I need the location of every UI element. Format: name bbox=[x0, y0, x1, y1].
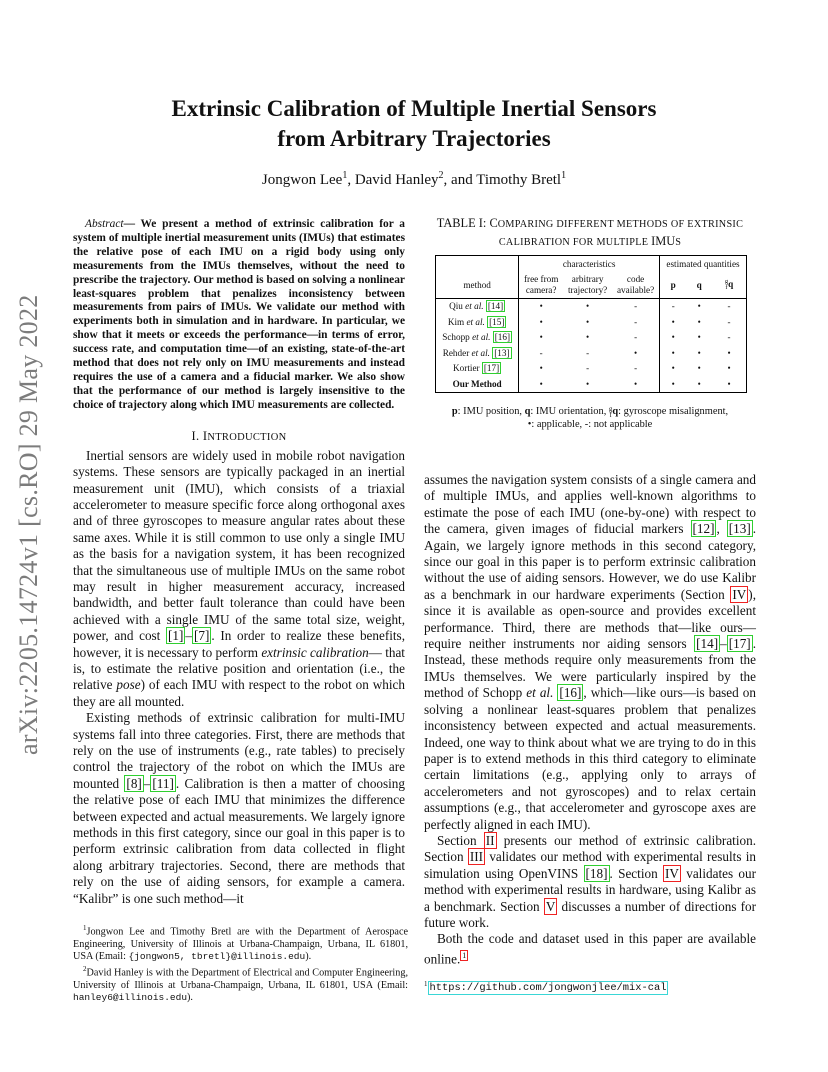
table-cell: • bbox=[671, 347, 675, 358]
text-run: presents our method of extrinsic calibration. Section bbox=[424, 832, 756, 865]
method-name: Schopp bbox=[442, 332, 473, 343]
section-title-rest: NTRODUCTION bbox=[207, 431, 287, 443]
text-run: – bbox=[185, 628, 192, 644]
emphasis-text: et al. bbox=[526, 685, 554, 701]
table-cell: • bbox=[539, 301, 543, 312]
citation-link[interactable]: [11] bbox=[152, 775, 174, 791]
section-link[interactable]: IV bbox=[732, 586, 747, 602]
author-name: Jongwon Lee bbox=[261, 172, 343, 188]
table-cell: • bbox=[697, 332, 701, 343]
table-cell: - bbox=[586, 363, 590, 374]
table-corner bbox=[436, 256, 519, 273]
citation-link[interactable]: [1] bbox=[168, 628, 184, 644]
header-symbol: q bbox=[728, 279, 734, 290]
code-url-link[interactable]: https://github.com/jongwonjlee/mix-cal bbox=[429, 982, 667, 995]
text-run: Inertial sensors are widely used in mobile robot navigation systems. These sensors are typically packaged in an inertial measurement unit (IMU), which consists of a triaxial accelerometer to measure specific force along orthogonal axes and of three gyroscopes to measure angular rates about these same axes. While it is still common to use only a single IMU as the basis for a navigation system, it has been recognized that the simultaneous use of multiple IMUs on the same robot may result in higher measurement accuracy, increased bandwidth, and better fault tolerance than could have been achieved with a single IMU of the same total size, weight, power, and cost bbox=[73, 447, 405, 644]
text-run: ) of each IMU with respect to the robot on which they are all mounted. bbox=[73, 677, 405, 709]
citation-link[interactable]: [15] bbox=[489, 316, 505, 327]
comparison-table bbox=[435, 255, 747, 393]
text-run: OMPARING DIFFERENT METHODS OF EXTRINSIC CALIBRATION FOR MULTIPLE bbox=[497, 219, 744, 248]
header-line: code bbox=[626, 274, 645, 284]
table-row bbox=[436, 330, 747, 346]
group-header-estimated: estimated quantities bbox=[660, 256, 747, 273]
method-cell bbox=[436, 361, 519, 377]
table-cell: • bbox=[539, 363, 543, 374]
citation-link[interactable]: [13] bbox=[728, 521, 751, 537]
method-etal: et al. bbox=[466, 316, 485, 327]
table-cell: • bbox=[539, 316, 543, 327]
text-run: , bbox=[716, 521, 727, 537]
abstract bbox=[73, 218, 405, 413]
superscript: g bbox=[608, 404, 613, 413]
abstract-dash: — bbox=[123, 218, 141, 230]
section-link[interactable]: IV bbox=[665, 865, 679, 881]
affiliation-mark: 2 bbox=[438, 170, 444, 181]
subscript: f bbox=[725, 284, 728, 291]
footnote-mark: 2 bbox=[83, 965, 87, 974]
author-footnotes bbox=[73, 922, 408, 1005]
text-run: assumes the navigation system consists of a single camera and of multiple IMUs, and applies well-known algorithms to estimate the pose of each IMU (one-by-one) with respect to the camera, given images of fiducial markers bbox=[424, 472, 756, 537]
legend-line bbox=[424, 405, 756, 418]
table-row bbox=[436, 346, 747, 362]
text-run: : IMU position, bbox=[457, 406, 525, 417]
author-separator: , and bbox=[443, 172, 477, 188]
text-run: . Instead, these methods require only measurements from the IMUs themselves. We were particularly inspired by the method of Schopp bbox=[424, 636, 756, 701]
table-cell: - bbox=[671, 301, 675, 312]
table-cell: - bbox=[612, 299, 659, 315]
table-cell: • bbox=[697, 316, 701, 327]
method-name: Kortier bbox=[453, 363, 482, 374]
header-line: trajectory? bbox=[567, 285, 608, 295]
header-line: free from bbox=[523, 274, 559, 284]
table-cell: • bbox=[697, 347, 701, 358]
left-column bbox=[73, 218, 405, 907]
method-cell bbox=[436, 299, 519, 315]
table-cell: • bbox=[586, 301, 590, 312]
table-row bbox=[436, 361, 747, 377]
column-header-p: p bbox=[660, 272, 687, 299]
table-row bbox=[436, 315, 747, 331]
table-cell: • bbox=[712, 346, 746, 362]
body-paragraph bbox=[424, 472, 756, 833]
subscript: f bbox=[609, 410, 612, 419]
section-link[interactable]: II bbox=[485, 832, 495, 848]
column-header-arbitrary-trajectory bbox=[563, 272, 612, 299]
citation-link[interactable]: [8] bbox=[126, 775, 142, 791]
header-line: available? bbox=[616, 285, 655, 295]
text-run: . Calibration is then a matter of choosing the relative pose of each IMU that minimizes the difference between expected and actual measurements. We largely ignore methods in this first category, since our goal in this paper is to perform extrinsic calibration from data collected in flight along arbitrary trajectories. Second, there are methods that rely on the use of aiding sensors, for example a camera. “Kalibr” is one such method—it bbox=[73, 775, 405, 906]
citation-link[interactable]: [18] bbox=[585, 865, 608, 881]
table-cell: • bbox=[671, 316, 675, 327]
table-cell: • bbox=[563, 377, 612, 393]
intro-paragraph bbox=[73, 710, 405, 907]
text-run: Both the code and dataset used in this paper are available online. bbox=[424, 931, 756, 967]
table-cell: • bbox=[671, 363, 675, 374]
text-run: ). bbox=[305, 950, 312, 962]
email-text: hanley6@illinois.edu bbox=[73, 992, 188, 1004]
table-cell: - bbox=[612, 330, 659, 346]
citation-link[interactable]: [17] bbox=[728, 636, 751, 652]
table-cell: • bbox=[697, 363, 701, 374]
citation-link[interactable]: [7] bbox=[193, 628, 210, 644]
affiliation-mark: 1 bbox=[561, 170, 567, 181]
text-run: — that is, to estimate the relative position and orientation (i.e., the relative bbox=[73, 644, 405, 693]
section-number: I. bbox=[191, 428, 203, 443]
url-footnote bbox=[424, 980, 668, 994]
section-link[interactable]: V bbox=[545, 898, 556, 914]
legend-symbol: p bbox=[451, 406, 458, 417]
table-cell: • bbox=[586, 332, 590, 343]
text-run: Section bbox=[437, 832, 484, 848]
section-title-initial: I bbox=[202, 428, 208, 443]
table-cell: • bbox=[586, 316, 590, 327]
method-etal: et al. bbox=[472, 332, 491, 343]
paper-title bbox=[0, 94, 828, 154]
text-run: ), since it is available as open-source and provides excellent performance. Third, there are methods that—like ours— require neither instruments nor aiding sensors bbox=[424, 586, 756, 652]
column-header-q: q bbox=[686, 272, 712, 299]
emphasis-text: pose bbox=[116, 677, 141, 693]
method-etal: et al. bbox=[471, 347, 490, 358]
email-text: {jongwon5, tbretl}@illinois.edu bbox=[128, 950, 306, 962]
footnote bbox=[73, 963, 408, 1004]
text-run: Existing methods of extrinsic calibration for multi-IMU systems fall into three categories. First, there are methods that rely on the use of instruments (e.g., rate tables) to precisely control the trajectory of the robot on which the IMUs are mounted bbox=[73, 710, 405, 791]
text-run: – bbox=[143, 775, 151, 791]
table-cell: - bbox=[539, 347, 543, 358]
emphasis-text: extrinsic calibration bbox=[261, 644, 369, 660]
method-cell bbox=[436, 315, 519, 331]
table-cell: • bbox=[612, 346, 659, 362]
table-cell: - bbox=[586, 347, 590, 358]
group-header-characteristics: characteristics bbox=[519, 256, 660, 273]
method-cell bbox=[436, 330, 519, 346]
table-cell: • bbox=[671, 332, 675, 343]
table-cell: • bbox=[712, 377, 746, 393]
table-cell: • bbox=[712, 361, 746, 377]
text-run: Jongwon Lee and Timothy Bretl are with the Department of Aerospace Engineering, University of Illinois at Urbana-Champaign, Urbana, IL 61801, USA (Email: bbox=[73, 926, 408, 962]
table-cell: • bbox=[697, 301, 701, 312]
text-run: ). bbox=[187, 992, 193, 1004]
footnote-mark: 1 bbox=[83, 924, 87, 932]
text-run: : gyroscope misalignment, bbox=[618, 406, 729, 417]
citation-link[interactable]: [14] bbox=[696, 636, 719, 652]
abstract-text: We present a method of extrinsic calibration for a system of multiple inertial measurement units (IMUs) that estimates the relative pose of each IMU on a rigid body using only measurements from the IMUs themselves, without the need to prescribe the trajectory. Our method is based on solving a nonlinear least-squares problem that penalizes inconsistency between measurements from pairs of IMUs. We validate our method with experiments both in simulation and in hardware. In particular, we show that it meets or exceeds the performance—in terms of error, success rate, and computation time—of an existing, state-of-the-art method that does not rely only on IMU measurements and instead requires the use of a camera and a fiducial marker. We also show that the performance of our method is largely insensitive to the choice of trajectory along which IMU measurements are collected. bbox=[73, 218, 405, 411]
text-run: IMU bbox=[651, 234, 676, 248]
table-caption bbox=[424, 215, 756, 251]
table-legend bbox=[424, 405, 756, 431]
table-cell: • bbox=[686, 377, 712, 393]
text-run: – bbox=[720, 636, 727, 652]
citation-link[interactable]: [16] bbox=[494, 332, 511, 343]
header-line: camera? bbox=[525, 285, 557, 295]
citation-link[interactable]: [17] bbox=[483, 363, 500, 374]
table-cell: - bbox=[712, 330, 746, 346]
text-run: discusses a number of directions for future work. bbox=[424, 898, 756, 930]
method-name: Kim bbox=[447, 316, 467, 327]
text-run: . Again, we largely ignore methods in this second category, since our goal in this paper is to perform extrinsic calibration without the use of aiding sensors. However, we do use Kalibr as a benchmark in our hardware experiments (Section bbox=[424, 521, 757, 602]
footnote bbox=[73, 922, 408, 963]
table-row bbox=[436, 299, 747, 315]
legend-symbol: q bbox=[524, 406, 531, 417]
table-cell: - bbox=[712, 299, 746, 315]
method-etal: et al. bbox=[465, 301, 484, 312]
column-header-gq bbox=[712, 272, 746, 299]
column-header-code-available bbox=[612, 272, 659, 299]
table-cell: • bbox=[612, 377, 659, 393]
text-run: David Hanley is with the Department of Electrical and Computer Engineering, University of Illinois at Urbana-Champaign, Urbana, IL 61801, USA (Email: bbox=[73, 967, 408, 991]
body-paragraph bbox=[424, 833, 756, 931]
table-cell: • bbox=[519, 377, 563, 393]
citation-link[interactable]: [12] bbox=[692, 521, 715, 537]
method-name: Rehder bbox=[442, 347, 472, 358]
text-run: validates our method with experimental results in simulation using OpenVINS bbox=[424, 849, 756, 881]
section-heading-introduction bbox=[73, 429, 405, 444]
intro-paragraph bbox=[73, 448, 405, 711]
table-row-ours-method: Our Method bbox=[436, 377, 519, 393]
text-run: . In order to realize these benefits, however, it is necessary to perform bbox=[73, 628, 405, 660]
text-run: TABLE I: C bbox=[436, 216, 498, 230]
citation-link[interactable]: [14] bbox=[487, 301, 504, 312]
citation-link[interactable]: [13] bbox=[494, 347, 510, 358]
table-cell: - bbox=[612, 361, 659, 377]
table-cell: • bbox=[660, 377, 687, 393]
table-cell: - bbox=[612, 315, 659, 331]
text-run: : IMU orientation, bbox=[530, 406, 609, 417]
author-name: Timothy Bretl bbox=[476, 172, 562, 188]
superscript: g bbox=[724, 278, 729, 285]
author-separator: , bbox=[347, 172, 355, 188]
column-header-method: method bbox=[436, 272, 519, 299]
text-run: . Section bbox=[609, 865, 663, 881]
legend-symbol: q bbox=[612, 406, 619, 417]
arxiv-identifier: arXiv:2205.14724v1 [cs.RO] 29 May 2022 bbox=[14, 294, 43, 755]
author-name: David Hanley bbox=[354, 172, 439, 188]
title-line-2: from Arbitrary Trajectories bbox=[277, 126, 551, 151]
body-paragraph bbox=[424, 931, 756, 967]
table-cell: • bbox=[539, 332, 543, 343]
footnote-link[interactable]: 1 bbox=[462, 950, 467, 960]
text-run: , which—like ours—is based on solving a nonlinear least-squares problem that penalizes inconsistency between expected and actual measurements. Indeed, one way to think about what we are trying to do in this paper is to extend methods in this third category to eliminate certain limitations (e.g., applying only to arrays of accelerometers and not gyroscopes) and to relax certain assumptions (e.g., that accelerometer and gyroscope axes are perfectly aligned in each IMU). bbox=[424, 685, 756, 832]
column-header-free-camera bbox=[519, 272, 563, 299]
affiliation-mark: 1 bbox=[342, 170, 348, 181]
text-run: validates our method with experimental results in hardware, using Kalibr as a benchmark. Section bbox=[424, 865, 756, 914]
header-line: arbitrary bbox=[571, 274, 604, 284]
title-line-1: Extrinsic Calibration of Multiple Inertial Sensors bbox=[171, 96, 657, 121]
table-cell: - bbox=[712, 315, 746, 331]
method-name: Qiu bbox=[449, 301, 466, 312]
method-cell bbox=[436, 346, 519, 362]
text-run: S bbox=[675, 237, 682, 248]
citation-link[interactable]: [16] bbox=[559, 685, 582, 701]
footnote-mark: 1 bbox=[424, 980, 428, 988]
abstract-label: Abstract bbox=[85, 218, 124, 230]
right-column bbox=[424, 472, 756, 968]
author-list bbox=[0, 170, 828, 189]
legend-line: •: applicable, -: not applicable bbox=[527, 419, 653, 430]
section-link[interactable]: III bbox=[469, 849, 484, 865]
